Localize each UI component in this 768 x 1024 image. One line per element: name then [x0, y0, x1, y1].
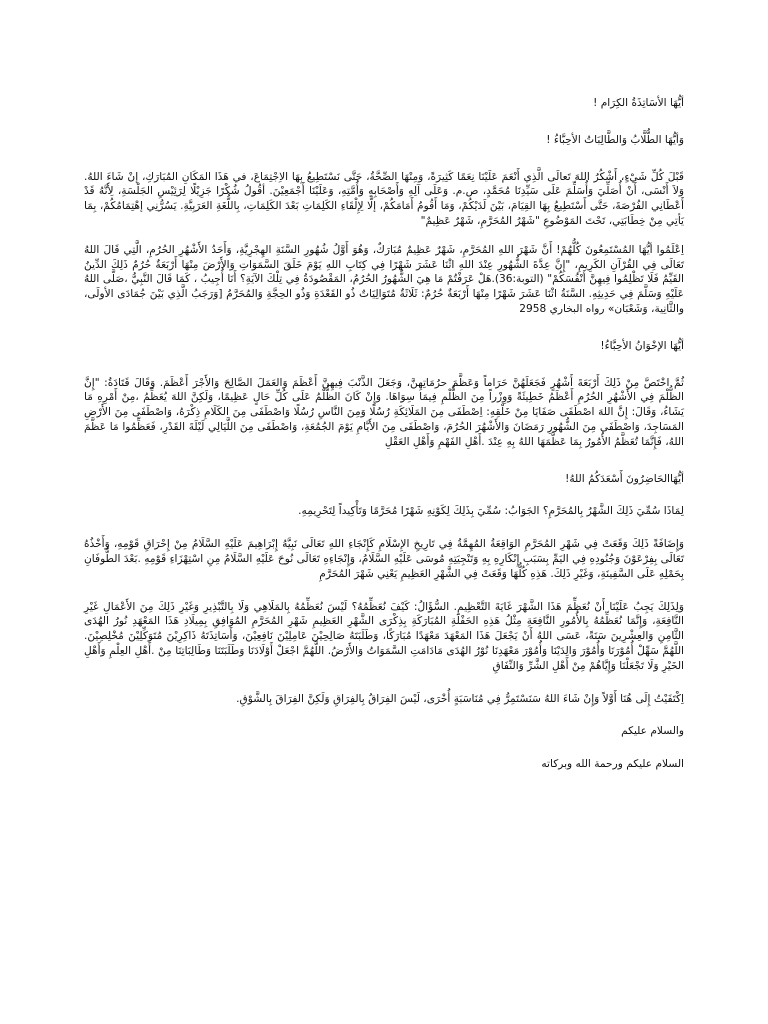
paragraph-duty: وَلِذَلِكَ يَجِبُ عَلَيْنَا أَنْ نُعَظِّمَ هَذَا الشَّهْرَ غَايَةَ التَّعْظِيمِ. السُّؤَالُ: كَيْفَ نُعَظِّمُهُ؟ لَيْسَ نُعَظِّمُهُ بِالمَلَاهِي وَلَا بِالتَّبْذِيرِ وَغَيْرِ ذَلِكَ مِنَ الأَعْمَالِ غَيْرِ النَّافِعَةِ، وَإِنَّمَا نُعَظِّمُهُ بِالأُمُورِ النَّافِعَةِ مِثْلُ هَذِهِ الحَفْلَةِ المُبَارَكَةِ بِذِكْرَى الشَّهْرِ العَظِيمِ شَهْرِ المُحَرَّمِ المُوَافِقِ بِمِيلَادِ هَذَا المَعْهَدِ نُورُ الهُدَى الثَّامِنِ وَالعِشْرِينَ سَنَةً، عَسَى اللهُ أَنْ يَجْعَلَ هَذَا المَعْهَدَ مَعْهَدًا مُبَارَكًا، وَطَلَبَتَهُ صَالِحِيْنَ عَامِلِيْنَ نَافِعِيْنَ، وَأَسَاتِذَتَهُ ذَاكِرِيْنَ مُتَوَكِّلِيْنَ مُخْلِصِيْنَ. اللَّهُمَّ سَهِّلْ أُمُوْرَنَا وَأُمُوْرَ وَالِدَيْنَا وَأُمُوْرَ مَعْهَدِنَا نُوْرُ الهُدَى مَادَامَتِ السَّمَوَاتُ وَالأَرْضُ. اللَّهُمَّ اجْعَلْ أَوْلَادَنَا وَطَلَبَتَنَا وَطَالِبَاتِنَا مِنْ .أَهْلِ العِلْمِ وَأَهْلِ الخَيْرِ وَلَا تَجْعَلْنَا وَإِيَّاهُمْ مِنْ أَهْلِ الشَّرِّ وَالنِّفَاقِ: [84, 600, 684, 672]
paragraph-muharram: اِعْلَمُوا أيُّهَا المُسْتَمِعُونَ كُلُّهُمْ! أَنَّ شَهْرَ اللهِ المُحَرَّمِ، شَهْرٌ عَظِيمٌ مُبَارَكٌ، وَهُوَ أَوَّلُ شُهُورِ السَّنَةِ الهِجْرِيَّةِ، وَأَحَدُ الأَشْهُرِ الحُرُمِ، الَّتِي قَالَ اللهُ تَعَالَى فِي القُرْآنِ الكَرِيمِ، "إِنَّ عِدَّةَ الشُّهُورِ عِنْدَ اللهِ اثْنَا عَشَرَ شَهْرًا فِي كِتَابِ اللهِ يَوْمَ خَلَقَ السَّمَوَاتِ وَالأَرْضَ مِنْهَا أَرْبَعَةٌ حُرُمٌ ذَلِكَ الدِّينُ القَيِّمُ فَلَا تَظْلِمُوا فِيهِنَّ أَنْفُسَكُمْ" (التوبة:36).هَلْ عَرَفْتُمْ مَا هِيَ الشُّهُورُ الحُرُمُ، المَقْصُودَةُ فِي تِلْكَ الآيَةِ؟ أَنَا أُجِيبُ ، كَمَا قَالَ النَّبِيُّ ،صَلَّى اللهُ عَلَيْهِ وَسَلَّمَ فِي حَدِيثِهِ. السَّنَةُ اثْنَا عَشَرَ شَهْرًا مِنْهَا أَرْبَعَةٌ حُرُمٌ: ثَلَاثَةٌ مُتَوَالِيَاتٌ ذُو القَعْدَةِ وَذُو الحِجَّةِ وَالمُحَرَّمُ [وَرَجَبُ الَّذِي بَيْنَ جُمَادَى الأولَى، والثَّانِية، وَشَعْبَان» رواه البخاري 2958: [84, 243, 684, 315]
closing-line: اِكْتَفَيْتُ إِلَى هُنَا أَوَّلاً وَإِنْ شَاءَ اللهُ سَنَسْتَمِرُّ فِي مُنَاسَبَةٍ أُخْرَى، لَيْسَ الفِرَاقُ بِالفِرَاقِ وَلَكِنَّ الفِرَاقَ بِالشَّوْقِ.: [236, 692, 684, 705]
salutation-short: والسلام عليكم: [621, 725, 684, 738]
salutation-full: السلام عليكم ورحمة الله وبركاته: [541, 758, 684, 771]
greeting-brothers: أيُّهَا الإخْوَانُ الأحِبَّاءُ!: [600, 339, 684, 352]
paragraph-events: وَإِضَافَةً ذَلِكَ وَقَعَتْ فِي شَهْرِ المُحَرَّمِ الوَاقِعَةُ المُهِمَّةُ فِي تَارِيخِ الإِسْلَامِ كَإِنْجَاءِ اللهِ تَعَالَى نَبِيَّهُ إِبْرَاهِيمَ عَلَيْهِ السَّلَامُ مِنْ إِحْرَاقِ قَوْمِهِ، وَأَخْذُهُ تَعَالَى بِفِرْعَوْنَ وَجُنُودِهِ فِي اليَمِّ بِسَبَبِ إِنْكَارِهِ بِهِ وَتَنْجِيَتِهِ مُوسَى عَلَيْهِ السَّلَامُ، وَإِنْجَاءِهِ تَعَالَى نُوحَ عَلَيْهِ السَّلَامُ مِنِ اسْتِهْزَاءِ قَوْمِهِ .بَعْدَ الطُّوفَانِ بِحَمْلِهِ عَلَى السَّفِينَةِ، وَغَيْرِ ذَلِكَ. هَذِهِ كُلُّهَا وَقَعَتْ فِي الشَّهْرِ العَظِيمِ يَعْنِي شَهْرَ المُحَرَّمِ: [84, 538, 684, 580]
intro-paragraph: قَبْلَ كُلِّ شَيْءٍ، أَشْكُرُ اللهَ تَعالَى الَّذِي أَنْعَمَ عَلَيْنَا نِعَمًا كَثِيرَةً، وَمِنْهَا الصِّحَّةُ، حَتَّى نَسْتَطِيعُ بِهَا الاِجْتِمَاعَ، في هَذَا المَكَانِ المُبَارَكِ، إنْ شَاءَ اللهُ. وَلاَ أَنْسَى، أَنْ أُصَلِّيَ وَأُسَلِّمَ عَلَى سَيِّدِنَا مُحَمَّدٍ، ص.م. وَعَلَى آلِهِ وَأَصْحَابِهِ وَأُمَّتِهِ، وَعَلَيْنَا أَجْمَعِيْنَ. أقُولُ شُكْرًا جَزِيْلًا لِرَئِيْسِ الجَلْسَةِ، لِأَنَّهُ قَدْ أَعْطَانِي الفُرْصَةَ، حَتَّى أَسْتَطِيعُ بِهَا القِيَامَ، بَيْنَ لَدَيْكُمْ، وَمَا أَقُومُ أَمَامَكُمْ، إلَّا لِإِلْقَاءِ الكَلِمَاتِ بَعْدَ الكَلِمَاتِ، بِاللُّغَةِ العَرَبِيَّةِ. يَسُرُّنِي إهْتِمَامُكُمْ، بِمَا يَأتِي مِنْ خِطَابَتِي، تَحْتَ المَوْضُوعِ "شَهْرُ المُحَرَّمِ، شَهْرٌ عَظِيمٌ": [84, 170, 684, 227]
paragraph-question: لِمَاذَا سُمِّيَ ذَلِكَ الشَّهْرُ بِالمُحَرَّمِ؟ الجَوَابُ: سُمِّيَ بِذَلِكَ لِكَوْنِهِ شَهْرًا مُحَرَّمًا وَتَأْكِيداً لِتَحْرِيمِهِ.: [298, 505, 684, 518]
greeting-students: وَأيُّهَا الطُّلَّابُ وَالطَّالِبَاتُ الأحِبَّاءُ !: [546, 133, 684, 146]
greeting-audience: أيُّهَاالحَاضِرُونَ أَسْعَدَكُمُ اللهُ!: [565, 472, 684, 485]
greeting-teachers: أيُّهَا الأسَاتِذَةُ الكِرَام !: [593, 97, 684, 109]
paragraph-sanctity: ثُمَّ اخْتَصَّ مِنْ ذَلِكَ أَرْبَعَةَ أَشْهُرٍ فَجَعَلَهُنَّ حَرَاماً وَعَظَّمَ حرُمَاتِهِنَّ، وَجَعَلَ الذَّنْبَ فِيهِنَّ أَعْظَمَ وَالعَمَلَ الصَّالِحَ وَالأَجْرَ أَعْظَمَ. وَقَالَ قَتَادَةُ: "إِنَّ الظُّلْمَ فِي الأَشْهُرِ الحُرُمِ أَعْظَمُ خَطِيئَةً وَوِزْراً مِنَ الظُّلْمِ فِيمَا سِوَاهَا. وَإِنْ كَانَ الظُّلْمُ عَلَى كُلِّ حَالٍ عَظِيمًا، وَلَكِنَّ اللهَ يُعَظِّمُ ،مِنْ أَمْرِهِ مَا يَشَاءُ، وَقَالَ: إِنَّ اللهَ اصْطَفَى صَفَايَا مِنْ خَلْقِهِ: اِصْطَفَى مِنَ المَلَائِكَةِ رُسُلًا وَمِنَ النَّاسِ رُسُلًا وَاصْطَفَى مِنَ الكَلَامِ ذِكْرَهُ، وَاصْطَفَى مِنَ الأَرْضِ المَسَاجِدَ، وَاصْطَفَى مِنَ الشُّهُورِ رَمَضَانَ وَالأَشْهُرَ الحُرُمَ، وَاصْطَفَى مِنَ الأَيَّامِ يَوْمَ الجُمُعَةِ، وَاصْطَفَى مِنَ اللَّيَالِي لَيْلَةَ القَدْرِ، فَعَظِّمُوا مَا عَظَّمَ اللهُ، فَإِنَّمَا تُعَظَّمُ الأُمُورُ بِمَا عَظَّمَهَا اللهُ بِهِ عِنْدَ .أَهْلِ الفَهْمِ وَأَهْلِ العَقْلِ: [84, 376, 684, 448]
